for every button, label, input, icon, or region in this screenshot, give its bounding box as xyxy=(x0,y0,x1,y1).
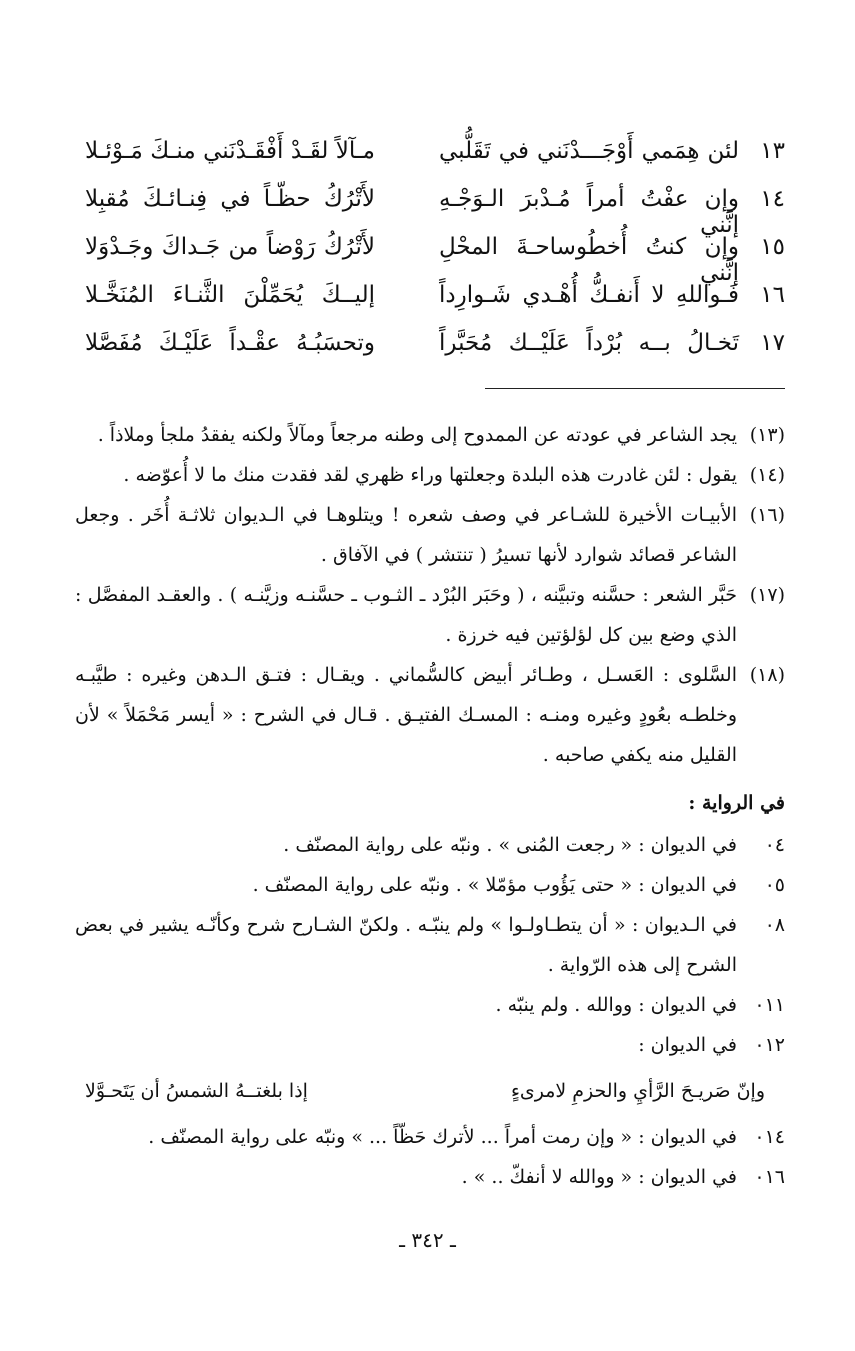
riwaya-text: في الديوان : « ووالله لا أنفكّ .. » . xyxy=(461,1166,737,1188)
verse-row xyxy=(85,330,785,378)
verse-number: ١٣ xyxy=(760,138,785,164)
quoted-verse xyxy=(75,1071,785,1111)
verse-first-hemistich: وإن عفْتُ أمراً مُـدْبرَ الـوَجْـهِ إنَّني xyxy=(439,186,739,238)
footnote-number: (١٧) xyxy=(749,584,785,606)
footnote-text: الأبيـات الأخيرة للشـاعر في وصف شعره ! ويتلوهـا في الـديوان ثلاثـة أُخَر . وجعل الشاعر قصائد شوارد لأنها تسيرُ ( تنتشر ) في الآفاق . xyxy=(75,504,737,566)
verse-second-hemistich: إليــكَ يُحَمِّلْنَ الثَّنـاءَ المُنَخَّـلا xyxy=(85,282,375,308)
verse-second-hemistich: وتحسَبُـهُ عقْـداً عَلَيْـكَ مُفَصَّلا xyxy=(85,330,375,356)
riwaya-number: ٠١١ xyxy=(754,994,785,1016)
riwaya-text: في الديوان : xyxy=(638,1034,737,1056)
riwaya-item xyxy=(75,1117,785,1157)
verse-second-hemistich: مـآلاً لقَـدْ أَفْقَـدْنَني منـكَ مَـوْئـلا xyxy=(85,138,375,164)
verse-number: ١٧ xyxy=(760,330,785,356)
quoted-verse-first: وإنّ صَريـحَ الرَّأيِ والحزمِ لامرىءٍ xyxy=(510,1080,765,1102)
riwaya-text: في الديوان : « حتى يَؤُوب مؤمّلا » . ونبّه على رواية المصنّف . xyxy=(252,874,737,896)
riwaya-item xyxy=(75,1157,785,1197)
verse-number: ١٥ xyxy=(760,234,785,260)
riwaya-text: في الديوان : « رجعت المُنى » . ونبّه على رواية المصنّف . xyxy=(283,834,737,856)
verse-number: ١٤ xyxy=(760,186,785,212)
footnote-text: يقول : لئن غادرت هذه البلدة وجعلتها وراء ظهري لقد فقدت منك ما لا أُعوّضه . xyxy=(123,464,737,486)
footnote xyxy=(75,495,785,575)
footnote-number: (١٣) xyxy=(749,424,785,446)
riwaya-number: ٠٥ xyxy=(764,874,785,896)
footnote-text: حَبَّر الشعر : حسَّنه وتبيَّنه ، ( وحَبَر البُرْد ـ الثـوب ـ حسَّنـه وزيَّنـه ) . والعقـد المفصَّل : الذي وضع بين كل لؤلؤتين فيه خرزة . xyxy=(75,584,737,646)
verse-first-hemistich: تَخـالُ بــه بُرْداً عَلَيْــك مُحَبَّراً xyxy=(439,330,739,356)
quoted-verse-second: إذا بلغتــهُ الشمسُ أن يَتَحـوَّلا xyxy=(85,1080,308,1102)
footnote-divider xyxy=(485,388,785,389)
page-number: ـ ٣٤٢ ـ xyxy=(399,1228,456,1252)
riwaya-item xyxy=(75,905,785,985)
footnote xyxy=(75,655,785,775)
verse-first-hemistich: وإن كنتُ أُخطُوساحـةَ المحْلِ إنَّني xyxy=(439,234,739,286)
footnote xyxy=(75,455,785,495)
riwaya-number: ٠٤ xyxy=(764,834,785,856)
riwaya-text: في الديوان : « وإن رمت أمراً ... لأترك حَظّاً ... » ونبّه على رواية المصنّف . xyxy=(148,1126,737,1148)
footnote-text: السَّلوى : العَسـل ، وطـائر أبيض كالسُّماني . ويقـال : فتـق الـدهن وغيره : طيَّبـه وخلطـه بعُودٍ وغيره ومنـه : المسـك الفتيـق . قـال في الشرح : « أيسر مَحْمَلاً » لأن القليل منه يكفي صاحبه . xyxy=(75,664,737,766)
riwaya-item xyxy=(75,865,785,905)
footnote-text: يجد الشاعر في عودته عن الممدوح إلى وطنه مرجعاً ومآلاً ولكنه يفقدُ ملجأ وملاذاً . xyxy=(97,424,737,446)
riwaya-item xyxy=(75,1025,785,1065)
verse-row xyxy=(85,234,785,286)
riwaya-text: في الـديوان : « أن يتطـاولـوا » ولم ينبّـه . ولكنّ الشـارح شرح وكأنّـه يشير في بعض الشرح إلى هذه الرّواية . xyxy=(75,914,737,976)
footnote xyxy=(75,575,785,655)
footnote-number: (١٦) xyxy=(749,504,785,526)
footnote-number: (١٤) xyxy=(749,464,785,486)
riwaya-text: في الديوان : ووالله . ولم ينبّه . xyxy=(495,994,737,1016)
verse-row xyxy=(85,186,785,238)
riwaya-number: ٠٨ xyxy=(764,914,785,936)
riwaya-heading: في الرواية : xyxy=(688,792,785,814)
footnote-number: (١٨) xyxy=(749,664,785,686)
verse-second-hemistich: لأَتْرُكُ رَوْضاً من جَـداكَ وجَـدْوَلا xyxy=(85,234,375,260)
riwaya-item xyxy=(75,825,785,865)
riwaya-number: ٠١٤ xyxy=(754,1126,785,1148)
verse-row xyxy=(85,282,785,330)
footnotes xyxy=(75,415,785,1197)
riwaya-number: ٠١٦ xyxy=(754,1166,785,1188)
verse-second-hemistich: لأَتْرُكُ حظّـاً في فِنـائـكَ مُقبِلا xyxy=(85,186,375,212)
verse-first-hemistich: فَـواللهِ لا أَنفـكُّ أُهْـدي شَـوارِداً xyxy=(439,282,739,308)
riwaya-number: ٠١٢ xyxy=(754,1034,785,1056)
footnote xyxy=(75,415,785,455)
verse-first-hemistich: لئن هِمَمي أَوْجَـــدْنَني في تَقَلُّبي xyxy=(439,138,739,164)
riwaya-item xyxy=(75,985,785,1025)
verse-row xyxy=(85,138,785,186)
poem-verses xyxy=(85,138,785,378)
verse-number: ١٦ xyxy=(760,282,785,308)
